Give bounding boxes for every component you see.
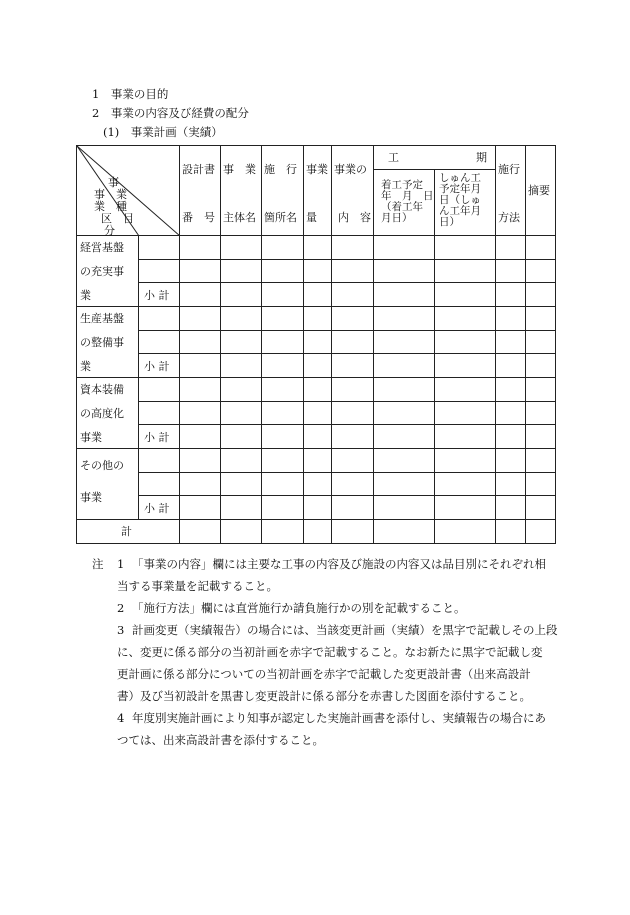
group-3-subtotal: 小 計: [144, 431, 170, 444]
plan-table: [76, 145, 556, 544]
group-4-label-3: 事業: [80, 491, 102, 504]
group-4-subtotal: 小 計: [144, 502, 170, 515]
design-no-header-bottom: 番 号: [182, 211, 215, 224]
group-2-label-3: 業: [80, 360, 91, 373]
end-date-l1: しゅん工: [439, 172, 481, 184]
quantity-header-bottom: 量: [306, 211, 317, 224]
notes-label: 注: [92, 557, 104, 571]
group-3-label-3: 事業: [80, 431, 102, 444]
quantity-header-top: 事業: [306, 163, 328, 176]
note-3-line-1: 計画変更（実績報告）の場合には、当該変更計画（実績）を黒字で記載しその上段: [132, 623, 558, 637]
corner-label-3: 業 種: [94, 200, 127, 213]
design-no-header-top: 設計書: [182, 163, 215, 176]
content-header-bottom: 内 容: [338, 211, 371, 224]
group-3-label-1: 資本装備: [80, 383, 124, 396]
start-date-l4: 月日）: [381, 212, 413, 224]
note-3-line-3: 更計画に係る部分についての当初計画を赤字で記載した変更設計書（出来高設計: [117, 667, 531, 681]
entity-header-top: 事 業: [223, 163, 256, 176]
note-1-number: 1: [117, 557, 125, 571]
group-2-subtotal: 小 計: [144, 360, 170, 373]
note-4-line-1: 年度別実施計画により知事が認定した実施計画書を添付し、実績報告の場合にあ: [132, 711, 546, 725]
heading-content-budget: 2 事業の内容及び経費の配分: [92, 106, 249, 120]
summary-header: 摘要: [528, 184, 550, 197]
start-date-l3: （着工年: [381, 201, 423, 213]
method-header-bottom: 方法: [498, 211, 520, 224]
heading-purpose: 1 事業の目的: [92, 87, 169, 101]
note-3-line-4: 書）及び当初設計を黒書し変更設計に係る部分を赤書した図面を添付すること。: [117, 689, 531, 703]
heading-plan: (1) 事業計画（実績）: [103, 125, 223, 139]
group-1-label-2: の充実事: [80, 265, 124, 278]
start-date-l1: 着工予定: [381, 179, 423, 191]
note-1-line-2: 当する事業量を記載すること。: [117, 579, 278, 593]
note-3-line-2: に、変更に係る部分の当初計画を赤字で記載すること。なお新たに黒字で記載し変: [117, 645, 543, 659]
corner-label-1: 事: [108, 176, 119, 189]
note-4-line-2: つては、出来高設計書を添付すること。: [117, 733, 324, 747]
total-label: 計: [121, 525, 132, 538]
group-1-subtotal: 小 計: [144, 289, 170, 302]
start-date-l2: 年 月 日: [381, 190, 434, 202]
group-1-label-3: 業: [80, 289, 91, 302]
site-header-bottom: 箇所名: [264, 211, 297, 224]
content-header-top: 事業の: [334, 163, 367, 176]
note-4-number: 4: [117, 711, 125, 725]
end-date-l4: ん工年月: [439, 205, 481, 217]
method-header-top: 施行: [498, 163, 520, 176]
note-1-line-1: 「事業の内容」欄には主要な工事の内容及び施設の内容又は品目別にそれぞれ相: [132, 557, 546, 571]
note-2-number: 2: [117, 601, 125, 615]
site-header-top: 施 行: [264, 163, 297, 176]
corner-label-2: 事 業: [94, 188, 127, 201]
end-date-l2: 予定年月: [439, 183, 481, 195]
note-2-line-1: 「施行方法」欄には直営施行か請負施行かの別を記載すること。: [132, 601, 466, 615]
group-4-label-1: その他の: [80, 459, 124, 472]
group-3-label-2: の高度化: [80, 407, 124, 420]
period-header-right: 期: [476, 151, 487, 164]
end-date-l5: 日）: [439, 216, 460, 228]
group-2-label-1: 生産基盤: [80, 312, 124, 325]
group-1-label-1: 経営基盤: [80, 241, 124, 254]
period-header-left: 工: [388, 151, 399, 164]
entity-header-bottom: 主体名: [223, 211, 256, 224]
group-2-label-2: の整備事: [80, 336, 124, 349]
end-date-l3: 日（しゅ: [439, 194, 481, 206]
corner-label-4: 区 目: [101, 212, 134, 225]
corner-label-5: 分: [104, 224, 115, 237]
note-3-number: 3: [117, 623, 125, 637]
